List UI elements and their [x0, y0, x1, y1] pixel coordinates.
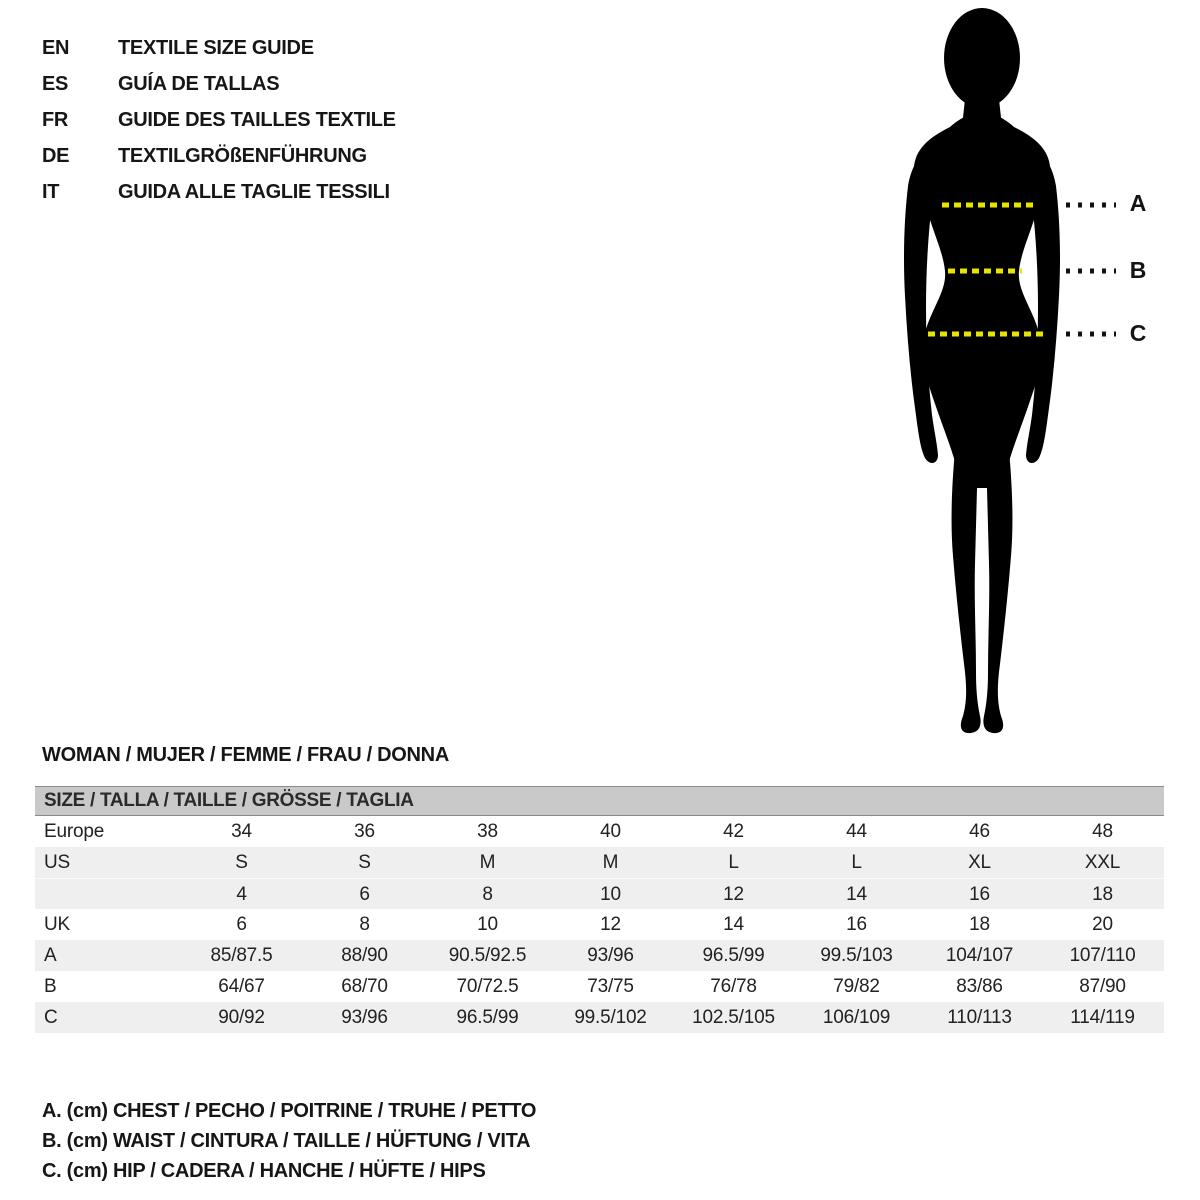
table-row-waist-b	[35, 971, 1164, 1002]
table-cell: 40	[600, 821, 621, 842]
table-cell: XXL	[1084, 852, 1121, 873]
table-cell: 110/113	[947, 1007, 1012, 1028]
language-list	[42, 30, 396, 210]
table-cell: 10	[600, 884, 621, 905]
footnote-hip: C. (cm) HIP / CADERA / HANCHE / HÜFTE / HIPS	[42, 1160, 486, 1182]
table-cell: 107/110	[1069, 945, 1136, 966]
table-cell: 48	[1092, 821, 1113, 842]
table-cell: 42	[723, 821, 744, 842]
language-title: GUIDA ALLE TAGLIE TESSILI	[118, 181, 390, 203]
table-row-chest-a	[35, 940, 1164, 971]
size-figure	[870, 0, 1200, 740]
section-title-woman: WOMAN / MUJER / FEMME / FRAU / DONNA	[42, 744, 449, 766]
table-cell: 38	[477, 821, 498, 842]
table-cell: 73/75	[587, 976, 634, 997]
table-cell: 87/90	[1079, 976, 1126, 997]
table-cell: 46	[969, 821, 990, 842]
language-code: FR	[42, 109, 69, 131]
table-cell: XL	[968, 852, 991, 873]
language-title: TEXTILE SIZE GUIDE	[118, 37, 314, 59]
language-row-en	[42, 30, 396, 66]
language-code: DE	[42, 145, 70, 167]
woman-silhouette	[904, 8, 1060, 733]
row-label: C	[44, 1007, 58, 1028]
language-title: GUÍA DE TALLAS	[118, 73, 280, 95]
table-cell: 64/67	[218, 976, 265, 997]
table-cell: 90/92	[218, 1007, 265, 1028]
row-label: UK	[44, 914, 70, 935]
leader-dot-lines	[1066, 205, 1116, 334]
measure-label-b: B	[1129, 257, 1147, 283]
language-row-fr	[42, 102, 396, 138]
footnote-chest: A. (cm) CHEST / PECHO / POITRINE / TRUHE / PETTO	[42, 1100, 537, 1122]
table-cell: 34	[231, 821, 252, 842]
language-code: ES	[42, 73, 69, 95]
table-cell: 36	[354, 821, 375, 842]
row-label	[35, 879, 180, 910]
table-cell: 6	[359, 884, 370, 905]
table-row-europe	[35, 816, 1164, 847]
table-cell: S	[235, 852, 248, 873]
table-cell: 18	[969, 914, 990, 935]
table-cell: 20	[1092, 914, 1113, 935]
table-cell: 88/90	[341, 945, 388, 966]
table-cell: 18	[1092, 884, 1113, 905]
table-cell: 12	[600, 914, 621, 935]
table-cell: 4	[236, 884, 247, 905]
language-row-de	[42, 138, 396, 174]
table-header: SIZE / TALLA / TAILLE / GRÖSSE / TAGLIA	[35, 786, 1164, 816]
table-cell: 68/70	[341, 976, 388, 997]
table-cell: 99.5/103	[820, 945, 893, 966]
measure-label-c: C	[1129, 320, 1147, 346]
table-cell: 83/86	[956, 976, 1003, 997]
row-label: Europe	[44, 821, 105, 842]
table-row-hip-c	[35, 1002, 1164, 1033]
table-cell: 12	[723, 884, 744, 905]
language-row-it	[42, 174, 396, 210]
table-row-us-letters	[35, 847, 1164, 878]
footnote-waist: B. (cm) WAIST / CINTURA / TAILLE / HÜFTUNG / VITA	[42, 1130, 531, 1152]
table-row-uk	[35, 909, 1164, 940]
row-label: US	[44, 852, 70, 873]
table-cell: 102.5/105	[692, 1007, 775, 1028]
measure-label-a: A	[1129, 190, 1147, 216]
table-cell: 16	[969, 884, 990, 905]
table-cell: L	[851, 852, 862, 873]
row-label: A	[44, 945, 57, 966]
language-title: TEXTILGRÖßENFÜHRUNG	[118, 145, 367, 167]
table-row-us-numbers	[35, 878, 1164, 909]
table-cell: 44	[846, 821, 867, 842]
table-cell: 96.5/99	[702, 945, 765, 966]
table-cell: 6	[236, 914, 247, 935]
table-cell: S	[358, 852, 371, 873]
size-table	[35, 786, 1164, 1033]
table-cell: 85/87.5	[210, 945, 273, 966]
row-label: B	[44, 976, 57, 997]
table-cell: 8	[359, 914, 370, 935]
table-cell: 70/72.5	[456, 976, 519, 997]
table-cell: 76/78	[710, 976, 757, 997]
table-cell: 104/107	[945, 945, 1014, 966]
table-cell: 16	[846, 914, 867, 935]
table-cell: 99.5/102	[574, 1007, 647, 1028]
table-cell: 93/96	[341, 1007, 388, 1028]
table-cell: 93/96	[587, 945, 634, 966]
table-cell: 10	[477, 914, 498, 935]
table-cell: M	[602, 852, 619, 873]
table-cell: 8	[482, 884, 493, 905]
language-row-es	[42, 66, 396, 102]
table-cell: 106/109	[822, 1007, 891, 1028]
language-code: IT	[42, 181, 60, 203]
language-title: GUIDE DES TAILLES TEXTILE	[118, 109, 396, 131]
table-cell: 90.5/92.5	[448, 945, 527, 966]
measurement-footnotes	[42, 1096, 536, 1186]
table-cell: 14	[723, 914, 744, 935]
table-cell: 14	[846, 884, 867, 905]
table-cell: 114/119	[1070, 1007, 1135, 1028]
table-cell: 96.5/99	[456, 1007, 519, 1028]
language-code: EN	[42, 37, 70, 59]
woman-silhouette-figure	[870, 0, 1200, 740]
table-cell: M	[479, 852, 496, 873]
table-cell: L	[728, 852, 739, 873]
table-cell: 79/82	[833, 976, 880, 997]
